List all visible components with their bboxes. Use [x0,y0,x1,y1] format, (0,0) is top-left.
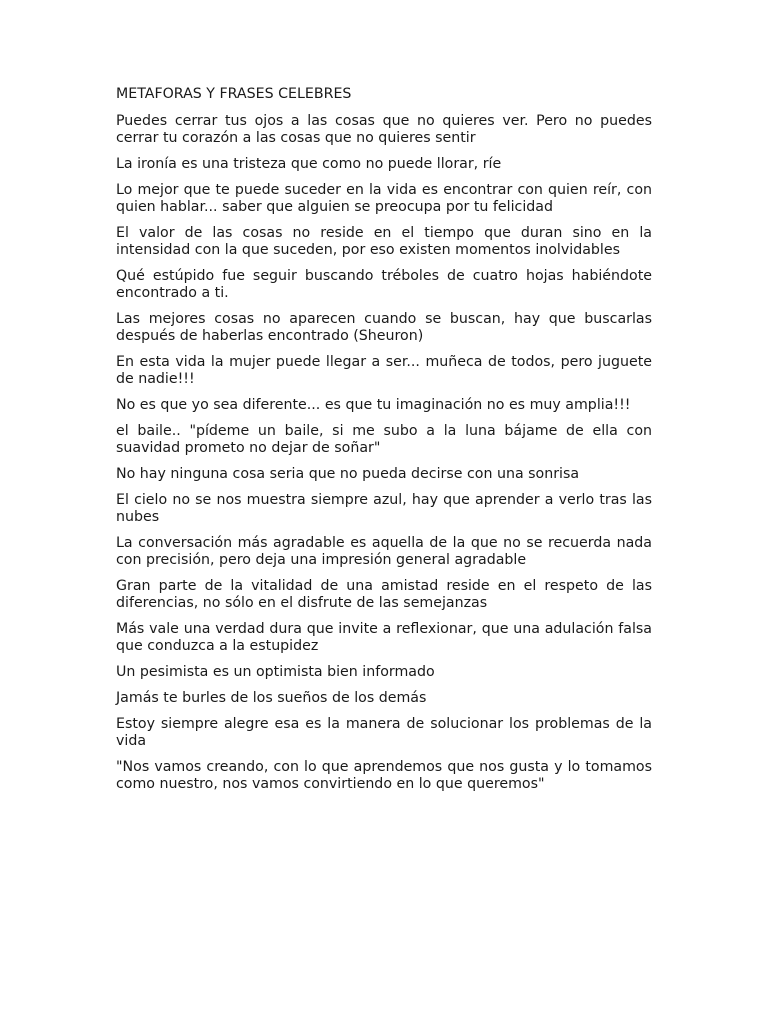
quote-paragraph-18: "Nos vamos creando, con lo que aprendemos que nos gusta y lo tomamos como nuestro, nos vamos convirtiendo en lo que queremos" [116,759,652,792]
quote-paragraph-8: No es que yo sea diferente... es que tu imaginación no es muy amplia!!! [116,397,631,413]
quote-paragraph-5: Qué estúpido fue seguir buscando tréboles de cuatro hojas habiéndote encontrado a ti. [116,268,652,301]
quote-paragraph-1: Puedes cerrar tus ojos a las cosas que no quieres ver. Pero no puedes cerrar tu corazón a las cosas que no quieres sentir [116,113,652,146]
quote-paragraph-10: No hay ninguna cosa seria que no pueda decirse con una sonrisa [116,466,580,482]
quote-paragraph-17: Estoy siempre alegre esa es la manera de solucionar los problemas de la vida [116,716,652,749]
quote-paragraph-7: En esta vida la mujer puede llegar a ser... muñeca de todos, pero juguete de nadie!!! [116,354,652,387]
document-title: METAFORAS Y FRASES CELEBRES [116,86,352,102]
quote-paragraph-2: La ironía es una tristeza que como no puede llorar, ríe [116,156,502,172]
quote-paragraph-6: Las mejores cosas no aparecen cuando se buscan, hay que buscarlas después de haberlas encontrado (Sheuron) [116,311,652,344]
quote-paragraph-4: El valor de las cosas no reside en el tiempo que duran sino en la intensidad con la que suceden, por eso existen momentos inolvidables [116,225,652,258]
quote-paragraph-16: Jamás te burles de los sueños de los demás [116,690,427,706]
document-page [116,86,652,802]
quote-paragraph-13: Gran parte de la vitalidad de una amistad reside en el respeto de las diferencias, no sólo en el disfrute de las semejanzas [116,578,652,611]
quote-paragraph-9: el baile.. "pídeme un baile, si me subo a la luna bájame de ella con suavidad prometo no dejar de soñar" [116,423,652,456]
quote-paragraph-14: Más vale una verdad dura que invite a reflexionar, que una adulación falsa que conduzca a la estupidez [116,621,652,654]
quote-paragraph-15: Un pesimista es un optimista bien informado [116,664,435,680]
quote-paragraph-3: Lo mejor que te puede suceder en la vida es encontrar con quien reír, con quien hablar... saber que alguien se preocupa por tu felicidad [116,182,652,215]
quote-paragraph-12: La conversación más agradable es aquella de la que no se recuerda nada con precisión, pero deja una impresión general agradable [116,535,652,568]
quote-paragraph-11: El cielo no se nos muestra siempre azul, hay que aprender a verlo tras las nubes [116,492,652,525]
